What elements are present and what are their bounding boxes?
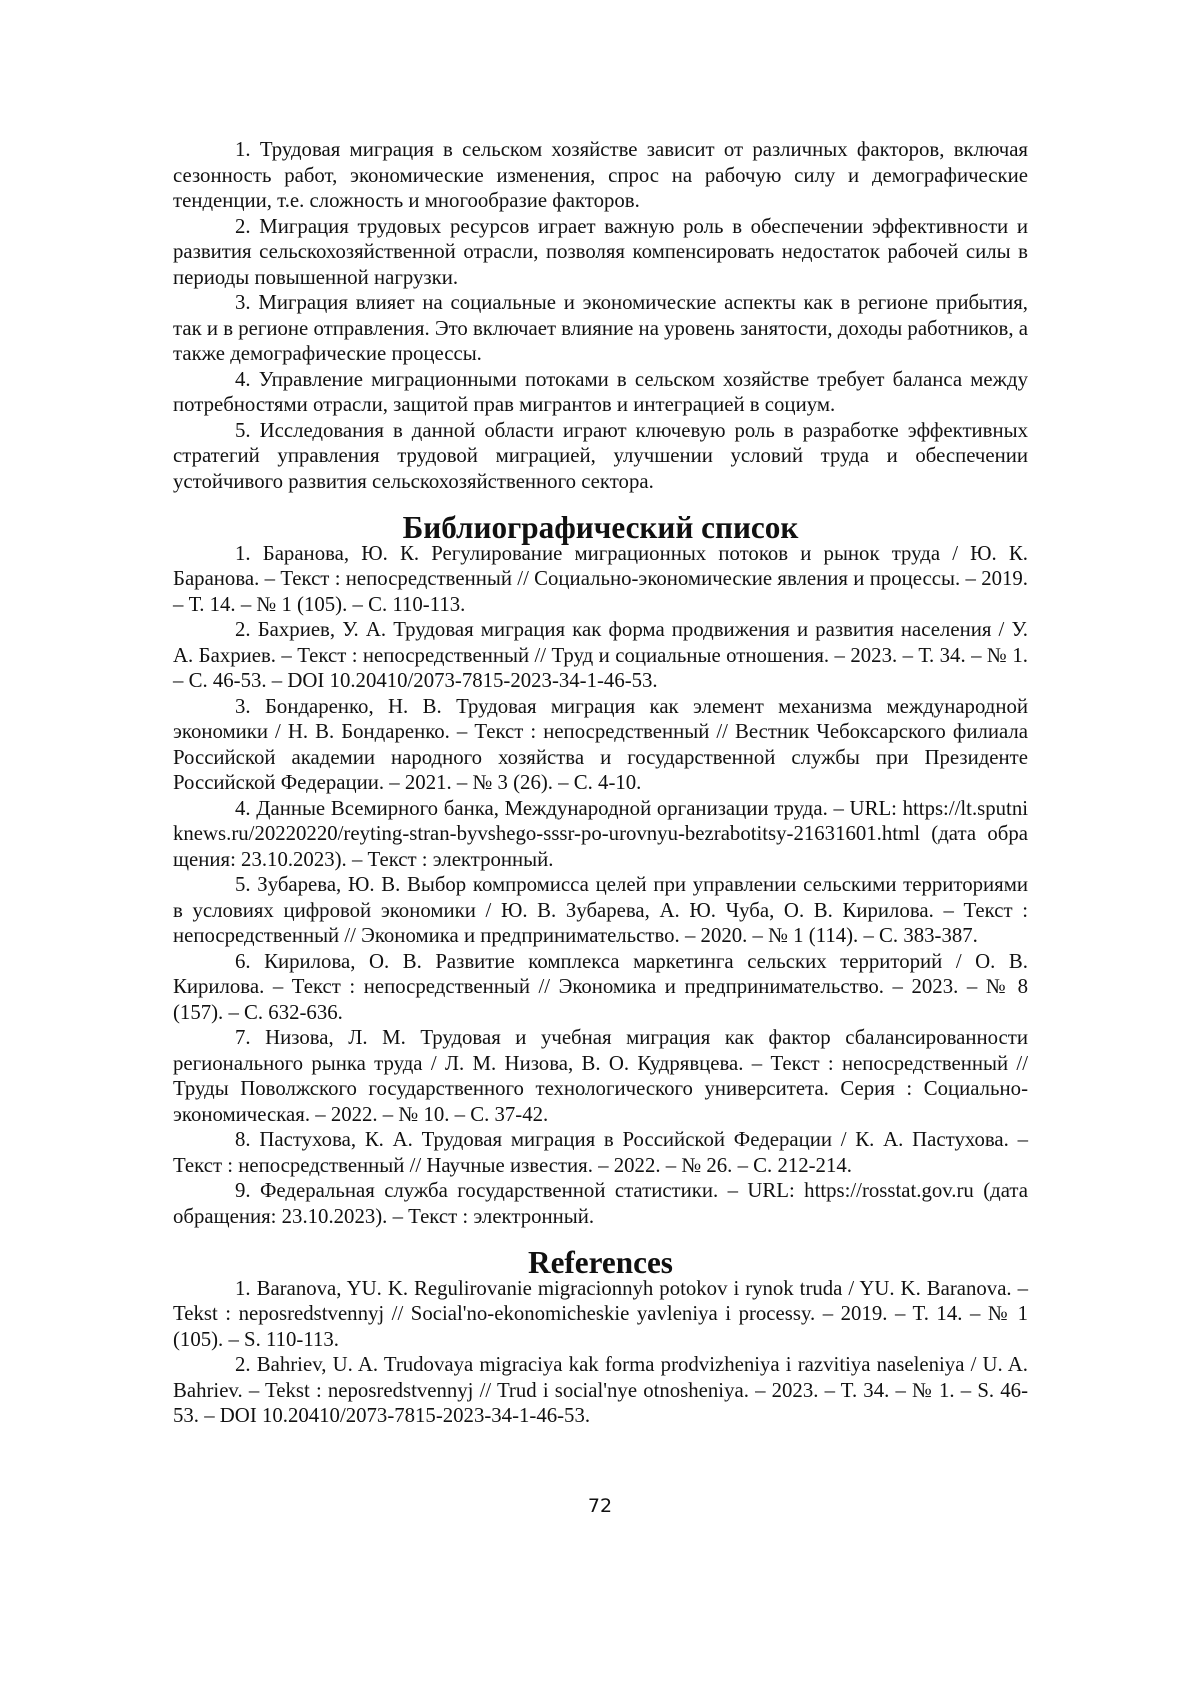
conclusion-paragraph: 1. Трудовая миграция в сельском хозяйстве зависит от различных факторов, включая сезонность работ, экономические изменения, спрос на рабочую силу и демографические тенденции, т.е. сложность и многообразие факторов. [173, 138, 1028, 212]
bibliography-item: 6. Кирилова, О. В. Развитие комплекса маркетинга сельских территорий / О. В. Кирилова. – Текст : непосредственный // Экономика и предпринимательство. – 2023. – № 8 (157). – С. 632-636. [173, 949, 1028, 1024]
conclusion-paragraph: 3. Миграция влияет на социальные и экономические аспекты как в регионе прибытия, так и в регионе отправления. Это включает влияние на уровень занятости, доходы работников, а также демографические процессы. [173, 291, 1028, 365]
reference-item: 1. Baranova, YU. K. Regulirovanie migracionnyh potokov i rynok truda / YU. K. Baranova. – Tekst : neposredstvennyj // Social'no-ekonomicheskie yavleniya i processy. – 2019. – T. 14. – № 1 (105). – S. 110-113. [173, 1276, 1028, 1351]
bibliography-item: 4. Данные Всемирного банка, Международной организации труда. – URL: https://lt.sputniknews.ru/20220220/reyting-stran-byvshego-sssr-po-urovnyu-bezrabotitsy-21631601.html (дата обращения: 23.10.2023). – Текст : электронный. [173, 796, 1028, 871]
reference-item: 2. Bahriev, U. A. Trudovaya migraciya kak forma prodvizheniya i razvitiya naseleniya / U. A. Bahriev. – Tekst : neposredstvennyj // Trud i social'nye otnosheniya. – 2023. – T. 34. – № 1. – S. 46-53. – DOI 10.20410/2073-7815-2023-34-1-46-53. [173, 1353, 1028, 1427]
page-number: 72 [587, 1495, 613, 1517]
references-heading: References [528, 1245, 673, 1280]
conclusion-paragraph: 4. Управление миграционными потоками в сельском хозяйстве требует баланса между потребностями отрасли, защитой прав мигрантов и интеграцией в социум. [173, 367, 1028, 416]
bibliography-item: 3. Бондаренко, Н. В. Трудовая миграция как элемент механизма международной экономики / Н. В. Бондаренко. – Текст : непосредственный // Вестник Чебоксарского филиала Российской академии народного хозяйства и государственной службы при Президенте Российской Федерации. – 2021. – № 3 (26). – С. 4-10. [173, 694, 1028, 794]
bibliography-item: 2. Бахриев, У. А. Трудовая миграция как форма продвижения и развития населения / У. А. Бахриев. – Текст : непосредственный // Труд и социальные отношения. – 2023. – Т. 34. – № 1. – С. 46-53. – DOI 10.20410/2073-7815-2023-34-1-46-53. [173, 618, 1028, 692]
bibliography-item: 9. Федеральная служба государственной статистики. – URL: https://rosstat.gov.ru (дата обращения: 23.10.2023). – Текст : электронный. [173, 1179, 1028, 1228]
bibliography-heading: Библиографический список [402, 510, 799, 545]
conclusion-paragraph: 2. Миграция трудовых ресурсов играет важную роль в обеспечении эффективности и развития сельскохозяйственной отрасли, позволяя компенсировать недостаток рабочей силы в периоды повышенной нагрузки. [173, 214, 1028, 289]
bibliography-item: 8. Пастухова, К. А. Трудовая миграция в Российской Федерации / К. А. Пастухова. – Текст : непосредственный // Научные известия. – 2022. – № 26. – С. 212-214. [173, 1128, 1028, 1177]
conclusion-paragraph: 5. Исследования в данной области играют ключевую роль в разработке эффективных стратегий управления трудовой миграцией, улучшении условий труда и обеспечении устойчивого развития сельскохозяйственного сектора. [173, 418, 1028, 493]
references-list [173, 1276, 1028, 1429]
bibliography-item: 1. Баранова, Ю. К. Регулирование миграционных потоков и рынок труда / Ю. К. Баранова. – Текст : непосредственный // Социально-экономические явления и процессы. – 2019. – Т. 14. – № 1 (105). – С. 110-113. [173, 541, 1028, 616]
bibliography-list [173, 541, 1028, 1230]
page-body [173, 137, 1028, 1429]
bibliography-item: 7. Низова, Л. М. Трудовая и учебная миграция как фактор сбалансированности регионального рынка труда / Л. М. Низова, В. О. Кудрявцева. – Текст : непосредственный // Труды Поволжского государственного технологического университета. Серия : Социально-экономическая. – 2022. – № 10. – С. 37-42. [173, 1026, 1028, 1126]
conclusions-section [173, 137, 1028, 494]
bibliography-item: 5. Зубарева, Ю. В. Выбор компромисса целей при управлении сельскими территориями в условиях цифровой экономики / Ю. В. Зубарева, А. Ю. Чуба, О. В. Кирилова. – Текст : непосредственный // Экономика и предпринимательство. – 2020. – № 1 (114). – С. 383-387. [173, 873, 1028, 947]
